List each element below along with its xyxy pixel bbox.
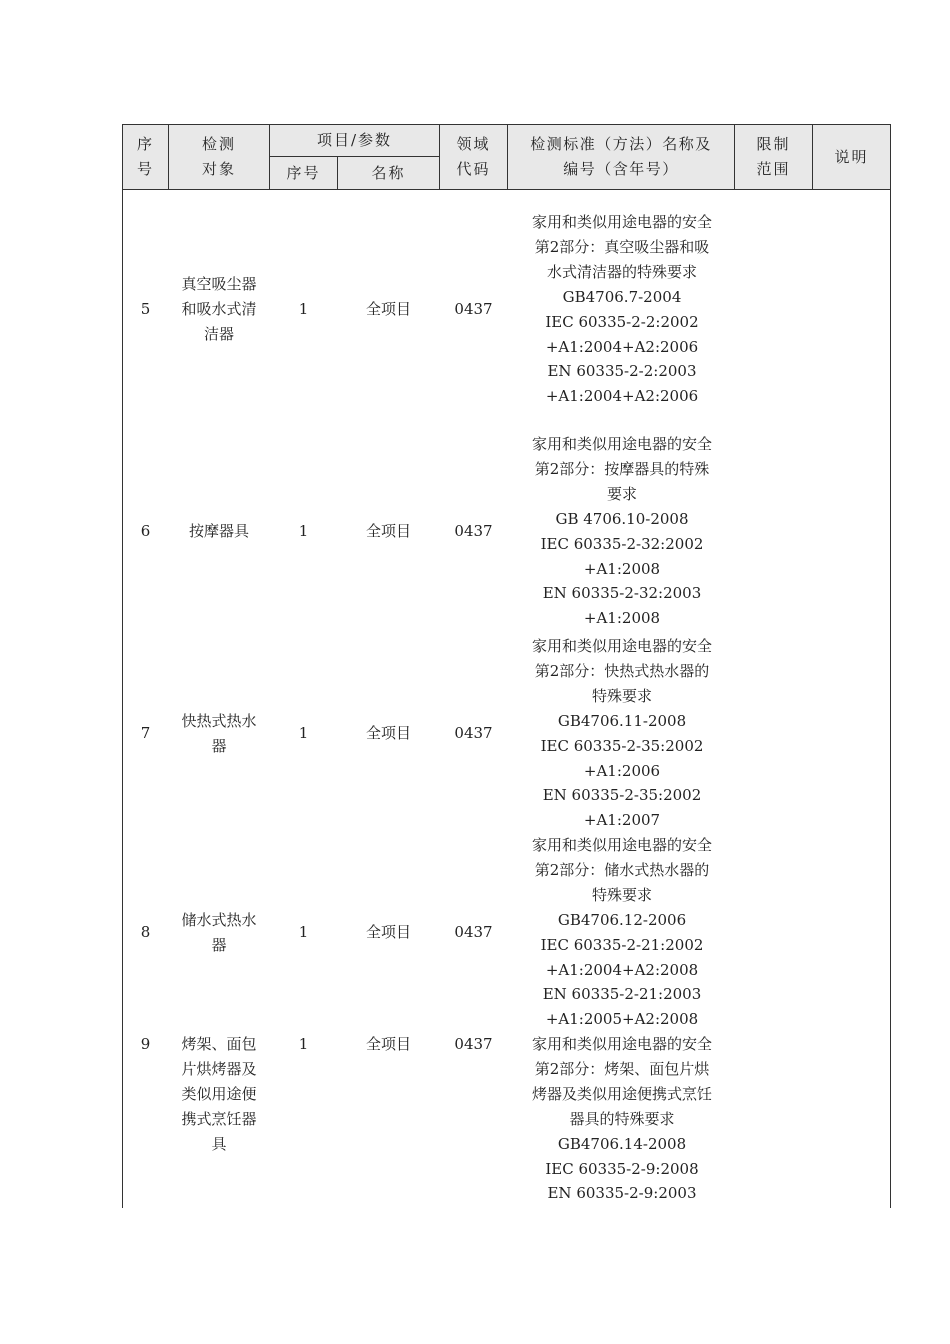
standard-line: +A1:2005+A2:2008: [545, 1010, 699, 1029]
row-standard: [509, 833, 735, 1032]
standard-line: +A1:2004+A2:2008: [545, 960, 699, 979]
row-standard: [509, 1032, 735, 1206]
divider: [812, 125, 813, 189]
standard-line: EN 60335-2-2:2003: [547, 362, 697, 381]
standard-line: 特殊要求: [591, 885, 652, 904]
row-code: 0437: [454, 300, 493, 318]
standard-line: 水式清洁器的特殊要求: [546, 262, 697, 281]
standard-line: +A1:2008: [583, 559, 661, 578]
standard-line: 第2部分：真空吸尘器和吸: [534, 237, 710, 256]
standard-line: +A1:2006: [583, 761, 661, 780]
standard-line: GB4706.14-2008: [557, 1134, 687, 1153]
header-standard: 检测标准（方法）名称及 编号（含年号）: [530, 135, 712, 178]
standard-line: 家用和类似用途电器的安全: [531, 435, 712, 453]
row-item-seq: 1: [298, 300, 309, 318]
header-object: 检测 对象: [201, 135, 236, 178]
standard-line: EN 60335-2-35:2002: [542, 786, 702, 805]
row-item-name: 全项目: [365, 522, 411, 540]
header-limit: 限制 范围: [756, 135, 791, 178]
standard-line: 器具的特殊要求: [569, 1109, 675, 1128]
standard-line: 烤器及类似用途便携式烹饪: [531, 1084, 712, 1103]
row-seq: 7: [140, 724, 151, 742]
divider: [269, 125, 270, 189]
standard-line: +A1:2004+A2:2006: [545, 337, 699, 356]
row-object: 按摩器具: [188, 522, 249, 540]
standard-line: GB 4706.10-2008: [555, 509, 689, 528]
row-seq: 9: [140, 1035, 151, 1053]
header-item-param: 项目/参数: [316, 131, 393, 149]
table-row: [123, 1032, 890, 1207]
row-code: 0437: [454, 1035, 493, 1053]
standard-line: 第2部分：储水式热水器的: [534, 860, 710, 879]
row-standard: [509, 432, 735, 631]
table-row: [123, 833, 890, 1032]
header-domain-code: 领域 代码: [456, 135, 491, 178]
row-standard: [509, 634, 735, 833]
divider: [734, 125, 735, 189]
row-code: 0437: [454, 724, 493, 742]
table-row: [123, 432, 890, 631]
standard-line: IEC 60335-2-2:2002: [545, 312, 699, 331]
row-standard: [509, 210, 735, 409]
row-item-name: 全项目: [365, 724, 411, 742]
standard-line: +A1:2004+A2:2006: [545, 387, 699, 406]
row-item-seq: 1: [298, 1035, 309, 1053]
standard-line: 家用和类似用途电器的安全: [531, 1035, 712, 1053]
standard-line: 第2部分：烤架、面包片烘: [534, 1059, 710, 1078]
header-seq: 序 号: [136, 135, 154, 178]
header-item-name: 名称: [371, 163, 406, 182]
table-header: [123, 125, 890, 190]
row-code: 0437: [454, 923, 493, 941]
table-row: [123, 210, 890, 409]
divider: [337, 157, 338, 189]
standard-line: 要求: [606, 484, 637, 503]
row-seq: 5: [140, 300, 151, 318]
standard-line: EN 60335-2-32:2003: [542, 584, 702, 603]
standard-line: GB4706.7-2004: [562, 287, 682, 306]
divider: [439, 125, 440, 189]
standard-line: EN 60335-2-9:2003: [547, 1184, 697, 1203]
standard-line: +A1:2007: [583, 811, 661, 830]
row-item-name: 全项目: [365, 300, 411, 318]
standard-line: 第2部分：按摩器具的特殊: [534, 459, 710, 478]
standard-line: EN 60335-2-21:2003: [542, 985, 702, 1004]
divider: [507, 125, 508, 189]
standard-line: 家用和类似用途电器的安全: [531, 637, 712, 655]
header-item-seq: 序号: [286, 163, 321, 182]
standard-line: IEC 60335-2-9:2008: [545, 1159, 699, 1178]
row-item-seq: 1: [298, 923, 309, 941]
standard-line: 家用和类似用途电器的安全: [531, 836, 712, 854]
row-object: 快热式热水 器: [181, 711, 257, 755]
row-item-seq: 1: [298, 522, 309, 540]
row-code: 0437: [454, 522, 493, 540]
standard-line: 特殊要求: [591, 686, 652, 705]
header-note: 说明: [834, 147, 869, 166]
standard-line: IEC 60335-2-32:2002: [540, 534, 704, 553]
row-seq: 6: [140, 522, 151, 540]
standard-line: GB4706.12-2006: [557, 910, 687, 929]
row-item-name: 全项目: [365, 923, 411, 941]
divider: [269, 156, 439, 157]
row-seq: 8: [140, 923, 151, 941]
standards-table: [122, 124, 891, 1208]
row-item-seq: 1: [298, 724, 309, 742]
row-item-name: 全项目: [365, 1035, 411, 1053]
table-row: [123, 634, 890, 833]
standard-line: GB4706.11-2008: [557, 711, 687, 730]
divider: [168, 125, 169, 189]
row-object: 储水式热水 器: [181, 910, 257, 954]
standard-line: IEC 60335-2-21:2002: [540, 935, 704, 954]
standard-line: IEC 60335-2-35:2002: [540, 736, 704, 755]
standard-line: +A1:2008: [583, 609, 661, 628]
row-object: 烤架、面包 片烘烤器及 类似用途便 携式烹饪器 具: [181, 1035, 257, 1153]
standard-line: 第2部分：快热式热水器的: [534, 661, 710, 680]
row-object: 真空吸尘器 和吸水式清 洁器: [181, 275, 257, 343]
standard-line: 家用和类似用途电器的安全: [531, 213, 712, 231]
